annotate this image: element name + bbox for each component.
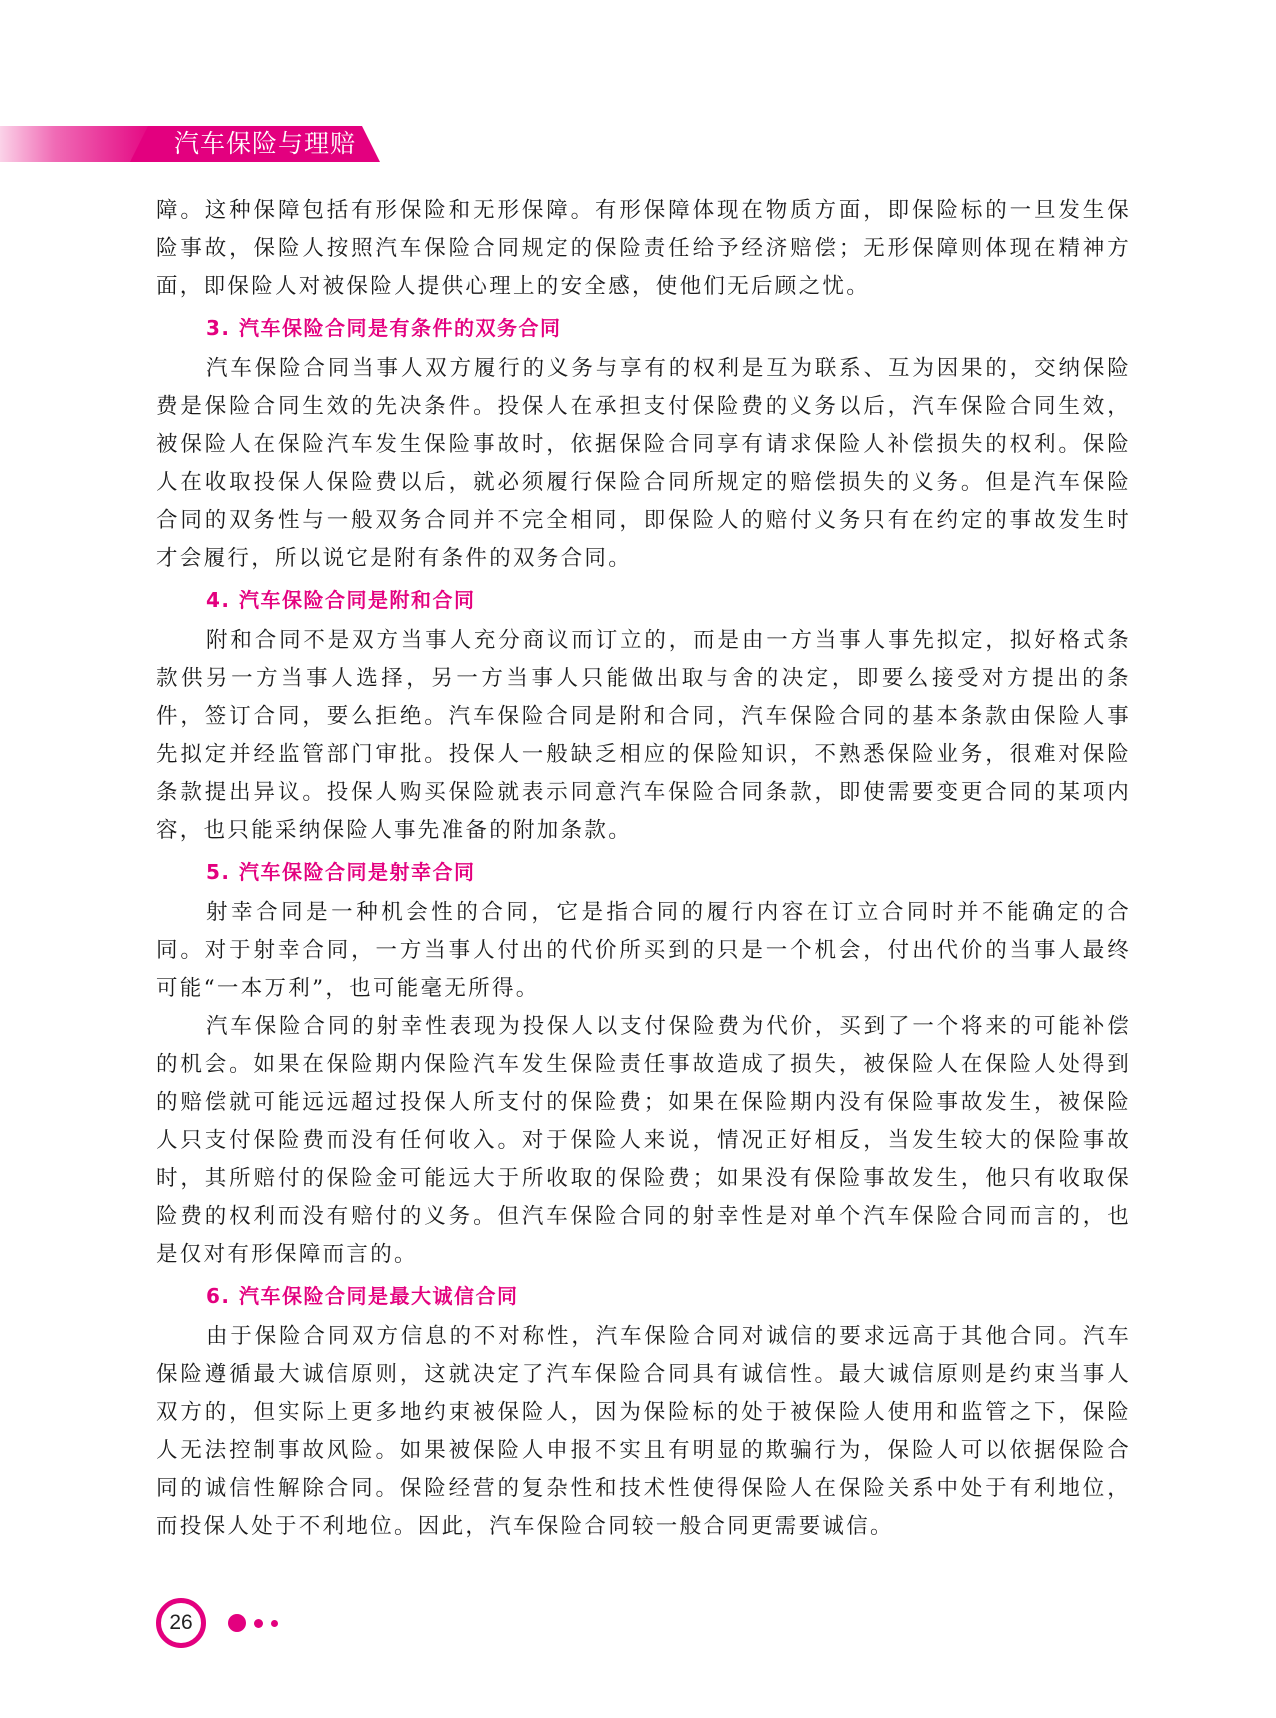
section-heading-6: 6. 汽车保险合同是最大诚信合同 bbox=[206, 1284, 519, 1308]
paragraph: 附和合同不是双方当事人充分商议而订立的，而是由一方当事人事先拟定，拟好格式条款供另一方当事人选择，另一方当事人只能做出取与舍的决定，即要么接受对方提出的条件，签订合同，要么拒绝。汽车保险合同是附和合同，汽车保险合同的基本条款由保险人事先拟定并经监管部门审批。投保人一般缺乏相应的保险知识，不熟悉保险业务，很难对保险条款提出异议。投保人购买保险就表示同意汽车保险合同条款，即使需要变更合同的某项内容，也只能采纳保险人事先准备的附加条款。 bbox=[156, 628, 1131, 843]
decorative-dot-small bbox=[271, 1620, 278, 1627]
page-footer bbox=[156, 1598, 296, 1662]
decorative-dot-large bbox=[228, 1614, 246, 1632]
paragraph: 由于保险合同双方信息的不对称性，汽车保险合同对诚信的要求远高于其他合同。汽车保险遵循最大诚信原则，这就决定了汽车保险合同具有诚信性。最大诚信原则是约束当事人双方的，但实际上更多地约束被保险人，因为保险标的处于被保险人使用和监管之下，保险人无法控制事故风险。如果被保险人申报不实且有明显的欺骗行为，保险人可以依据保险合同的诚信性解除合同。保险经营的复杂性和技术性使得保险人在保险关系中处于有利地位，而投保人处于不利地位。因此，汽车保险合同较一般合同更需要诚信。 bbox=[156, 1324, 1131, 1539]
section-heading-4: 4. 汽车保险合同是附和合同 bbox=[206, 588, 476, 612]
page-body bbox=[156, 192, 1131, 1546]
section-heading-5: 5. 汽车保险合同是射幸合同 bbox=[206, 860, 476, 884]
chapter-title: 汽车保险与理赔 bbox=[174, 129, 357, 158]
decorative-dot-medium bbox=[254, 1619, 263, 1628]
paragraph: 汽车保险合同的射幸性表现为投保人以支付保险费为代价，买到了一个将来的可能补偿的机会。如果在保险期内保险汽车发生保险责任事故造成了损失，被保险人在保险人处得到的赔偿就可能远远超过投保人所支付的保险费；如果在保险期内没有保险事故发生，被保险人只支付保险费而没有任何收入。对于保险人来说，情况正好相反，当发生较大的保险事故时，其所赔付的保险金可能远大于所收取的保险费；如果没有保险事故发生，他只有收取保险费的权利而没有赔付的义务。但汽车保险合同的射幸性是对单个汽车保险合同而言的，也是仅对有形保障而言的。 bbox=[156, 1014, 1131, 1267]
paragraph: 射幸合同是一种机会性的合同，它是指合同的履行内容在订立合同时并不能确定的合同。对于射幸合同，一方当事人付出的代价所买到的只是一个机会，付出代价的当事人最终可能“一本万利”，也可能毫无所得。 bbox=[156, 900, 1131, 1001]
paragraph-continued: 障。这种保障包括有形保险和无形保障。有形保障体现在物质方面，即保险标的一旦发生保险事故，保险人按照汽车保险合同规定的保险责任给予经济赔偿；无形保障则体现在精神方面，即保险人对被保险人提供心理上的安全感，使他们无后顾之忧。 bbox=[156, 198, 1131, 299]
page-number: 26 bbox=[169, 1611, 193, 1634]
section-heading-3: 3. 汽车保险合同是有条件的双务合同 bbox=[206, 316, 562, 340]
paragraph: 汽车保险合同当事人双方履行的义务与享有的权利是互为联系、互为因果的，交纳保险费是保险合同生效的先决条件。投保人在承担支付保险费的义务以后，汽车保险合同生效，被保险人在保险汽车发生保险事故时，依据保险合同享有请求保险人补偿损失的权利。保险人在收取投保人保险费以后，就必须履行保险合同所规定的赔偿损失的义务。但是汽车保险合同的双务性与一般双务合同并不完全相同，即保险人的赔付义务只有在约定的事故发生时才会履行，所以说它是附有条件的双务合同。 bbox=[156, 356, 1131, 571]
